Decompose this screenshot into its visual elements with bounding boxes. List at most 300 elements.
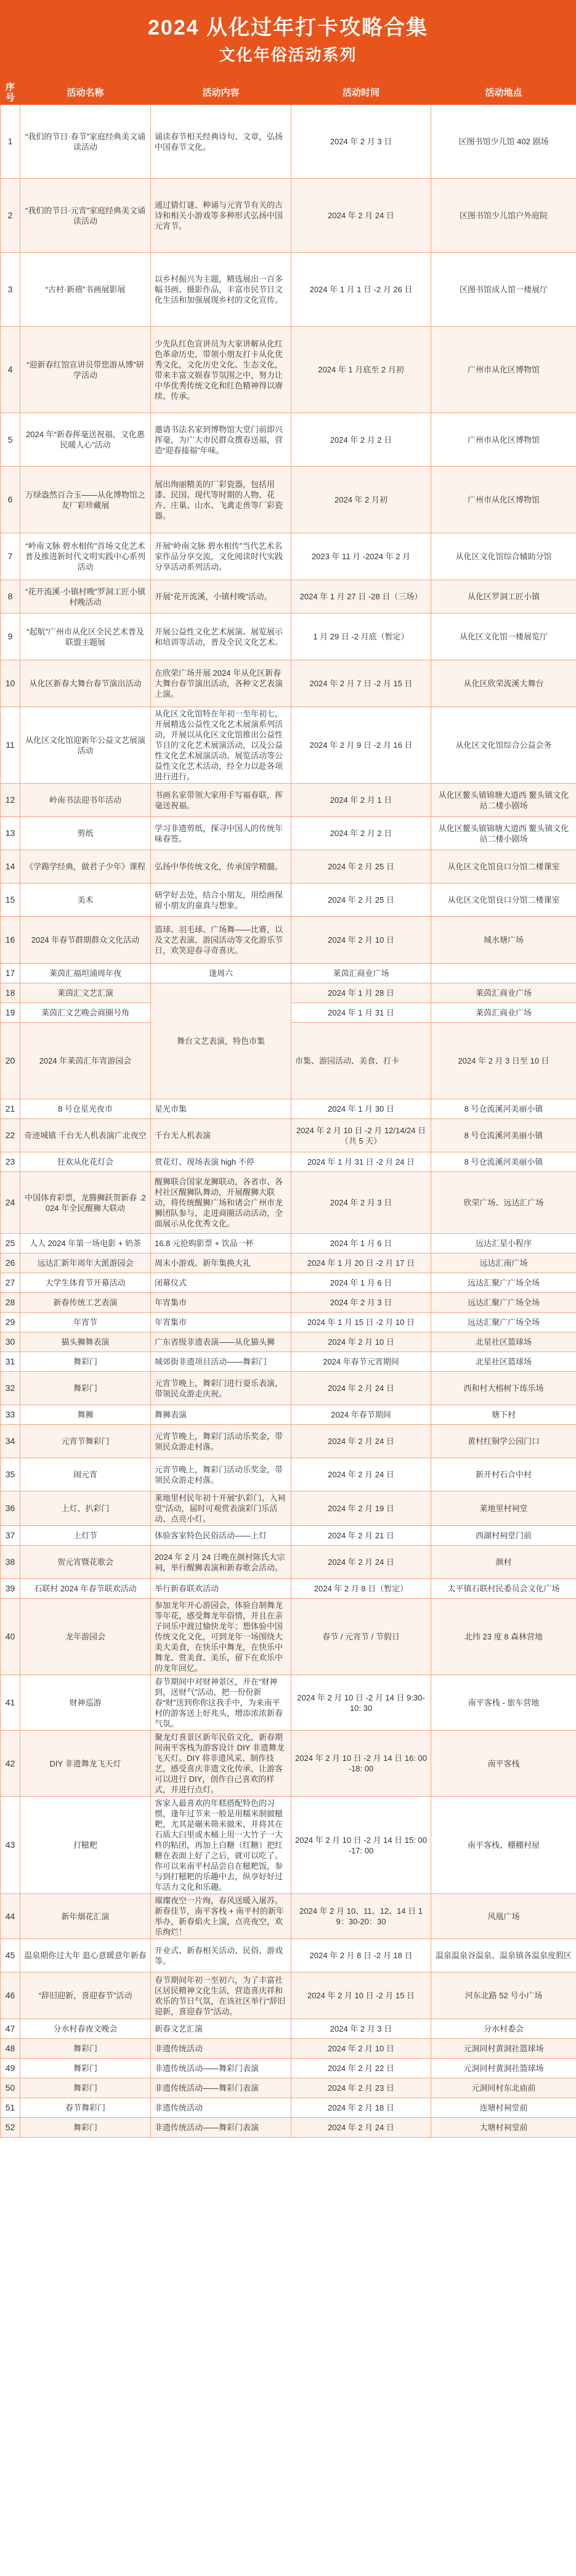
row-activity-name: 舞彩门 — [20, 2059, 151, 2078]
row-activity-name: 新春传统工艺表演 — [20, 1293, 151, 1313]
row-activity-time: 2024 年 1 月 27 日 -28 日（三场） — [291, 580, 431, 613]
row-activity-place: 风凰广场 — [431, 1894, 576, 1939]
row-activity-name: 猫头狮舞表演 — [20, 1332, 151, 1352]
row-activity-content: 2024 年 2 月 24 日晚在颜村陈氏大宗祠，举行醒狮表演和新春歌会活动。 — [151, 1546, 291, 1579]
row-activity-place: 从化区鳌头镇锦塘大道西 鳌头镇文化站二楼小剧场 — [431, 817, 576, 850]
row-activity-place: 远达汇聚广广场全场 — [431, 1273, 576, 1293]
row-activity-content: 开展“花开流溪，小镇村晚”活动。 — [151, 580, 291, 613]
table-row — [1, 1313, 576, 1332]
row-activity-time: 2024 年 2 月 7 日 -2 月 15 日 — [291, 660, 431, 707]
row-index: 39 — [1, 1579, 20, 1599]
row-activity-place: 河东北路 52 号小广场 — [431, 1972, 576, 2019]
row-activity-content: 醒狮联合国家龙狮联动，各省市、各村社区醒狮队舞动，开展醒狮大联动，将传统醒狮广场和诸会广州市龙狮团队参与，走进商圈活动活动，全面展示从化优秀文化。 — [151, 1172, 291, 1234]
row-activity-name: “我们的节日·元宵”家庭经典美文诵读活动 — [20, 179, 151, 253]
table-row — [1, 533, 576, 580]
col-header-name: 活动名称 — [20, 81, 151, 105]
row-activity-place: 莱茵汇商业广场 — [291, 964, 431, 983]
table-row — [1, 1526, 576, 1546]
row-activity-content: 开展“岭南文脉 碧水相传”当代艺术名家作品分享交流，文化阅读时代实践分享活动系列活动。 — [151, 533, 291, 580]
row-activity-name: 2024 年莱茵汇年宵游园会 — [20, 1023, 151, 1099]
row-activity-time: 2024 年 2 月 2 日 — [291, 413, 431, 467]
row-activity-content: 春节期间年初一至初六，为了丰富社区居民精神文化生活，营造喜庆祥和欢乐的节日气氛，在该社区举行“辞旧迎新，喜迎春节”活动。 — [151, 1972, 291, 2019]
row-activity-place: 从化区文化馆综合辅助分馆 — [431, 533, 576, 580]
row-index: 20 — [1, 1023, 20, 1099]
row-activity-content: 舞台文艺表演，特色市集 — [151, 983, 291, 1099]
row-activity-time: 2024 年 2 月 3 日 — [291, 1293, 431, 1313]
table-row — [1, 2039, 576, 2059]
row-activity-place: 从化区鳌头镇锦塘大道西 鳌头镇文化站二楼小剧场 — [431, 784, 576, 817]
row-activity-content: 在欣荣广场开展 2024 年从化区新春大舞台春节演出活动，各种文艺表演上演。 — [151, 660, 291, 707]
row-index: 22 — [1, 1119, 20, 1152]
table-row — [1, 2019, 576, 2039]
row-activity-content: 莱地里村民年初十开展“扒彩门、入祠堂”活动，届时可观赏表演彩门乐活动、点亮小灯。 — [151, 1491, 291, 1526]
row-activity-content: 研学好去处，结合小朋友，用绘画保留小朋友的童真与想象。 — [151, 884, 291, 917]
row-activity-place: 8 号仓流溪河美丽小镇 — [431, 1099, 576, 1119]
page-title: 2024 从化过年打卡攻略合集 — [147, 16, 429, 39]
row-index: 46 — [1, 1972, 20, 2019]
row-activity-name: 春节舞彩门 — [20, 2098, 151, 2118]
row-activity-content: 非遗传统活动 — [151, 2098, 291, 2118]
table-row — [1, 327, 576, 413]
row-activity-place: 从化区文化馆良口分馆二楼课室 — [431, 884, 576, 917]
row-index: 3 — [1, 253, 20, 327]
row-index: 11 — [1, 707, 20, 784]
row-activity-content: 展出绚丽精美的厂彩瓷器，包括用漆、民国、现代等时期的人物、花卉、庄巢、山水、飞禽走兽等厂彩瓷器。 — [151, 467, 291, 533]
table-row — [1, 1253, 576, 1273]
row-index: 47 — [1, 2019, 20, 2039]
row-activity-time: 2024 年 2 月 3 日至 10 日 — [431, 1023, 576, 1099]
table-row — [1, 253, 576, 327]
row-activity-content: 非遗传统活动 — [151, 2039, 291, 2059]
row-activity-content: 非遗传统活动——舞彩门表演 — [151, 2118, 291, 2138]
activity-table — [0, 80, 576, 2138]
row-activity-time: 2024 年 1 月 1 日 -2 月 26 日 — [291, 253, 431, 327]
row-index: 42 — [1, 1731, 20, 1797]
table-row — [1, 1405, 576, 1425]
row-index: 25 — [1, 1234, 20, 1253]
row-index: 27 — [1, 1273, 20, 1293]
row-activity-time: 2024 年 2 月 9 日 -2 月 16 日 — [291, 707, 431, 784]
row-index: 40 — [1, 1599, 20, 1675]
row-activity-time: 2024 年 2 月 8 日（暂定） — [291, 1579, 431, 1599]
row-index: 14 — [1, 850, 20, 884]
table-row — [1, 1234, 576, 1253]
table-row — [1, 707, 576, 784]
row-activity-place: 太平镇石联村民委员会文化广场 — [431, 1579, 576, 1599]
row-activity-time: 2024 年 2 月 24 日 — [291, 179, 431, 253]
row-index: 52 — [1, 2118, 20, 2138]
row-activity-time: 2023 年 11 月 -2024 年 2 月 — [291, 533, 431, 580]
row-index: 33 — [1, 1405, 20, 1425]
row-activity-content: 市集、游园活动、美食、打卡 — [291, 1023, 431, 1099]
row-index: 4 — [1, 327, 20, 413]
row-index: 7 — [1, 533, 20, 580]
row-activity-place: 8 号仓流溪河美丽小镇 — [431, 1119, 576, 1152]
table-row — [1, 1894, 576, 1939]
row-activity-time: 2024 年 2 月 3 日 — [291, 1172, 431, 1234]
row-activity-name: 闹元宵 — [20, 1458, 151, 1491]
table-row — [1, 884, 576, 917]
row-index: 23 — [1, 1152, 20, 1172]
row-activity-content: 体验客家特色民俗活动——上灯 — [151, 1526, 291, 1546]
row-activity-name: “岭南文脉 碧水相传”首场文化艺术普及推进新时代文明实践中心系列活动 — [20, 533, 151, 580]
row-activity-content: 从化区文化馆特在年初一至年初七，开展精选公益性文化艺术展演系列活动，开展以从化区文化馆推出公益性节目的文化艺术展演活动，以及公益性文化艺术展演活动、展览活动等公益性文化艺术活动，经全力以赴各项进行进行。 — [151, 707, 291, 784]
table-body — [1, 105, 576, 2138]
row-activity-place: 欣荣广场、远达汇广场 — [431, 1172, 576, 1234]
row-index: 28 — [1, 1293, 20, 1313]
row-activity-content: 聚龙灯喜景区新年民俗文化，新春期间南平客栈为游客设计 DIY 非遗舞龙飞天灯。DIY 将非遗风采、制作技艺，感受喜庆非遗文化传承，让游客可以进行 DIY，创作自己喜欢的样式，并进行点灯。 — [151, 1731, 291, 1797]
row-activity-name: 莱茵汇福坦浦周年夜 — [20, 964, 151, 983]
row-index: 50 — [1, 2078, 20, 2098]
row-activity-place: 温泉温泉谷温泉、温泉镇各温泉度假区 — [431, 1939, 576, 1972]
row-activity-place: 西和村大榕树下练乐场 — [431, 1372, 576, 1405]
row-activity-place: 大塘村祠堂前 — [431, 2118, 576, 2138]
row-activity-name: 从化区文化馆迎新年公益文艺展演活动 — [20, 707, 151, 784]
row-activity-time: 2024 年春节元宵期间 — [291, 1352, 431, 1372]
row-activity-name: 从化区新春大舞台春节演出活动 — [20, 660, 151, 707]
row-activity-time: 2024 年 2 月 23 日 — [291, 2078, 431, 2098]
row-activity-name: 舞彩门 — [20, 1352, 151, 1372]
row-activity-time: 春节 / 元宵节 / 节假日 — [291, 1599, 431, 1675]
row-activity-name: 舞彩门 — [20, 2039, 151, 2059]
table-row — [1, 660, 576, 707]
row-activity-content: 春节期间中对财神景区，开在“财神到，送财气”活动，把一份份新春“财”送到你你这我手中，为来南平村的游客送上好兆头，增添浓浓新春气氛。 — [151, 1675, 291, 1731]
row-activity-time: 2024 年 2 月 21 日 — [291, 1526, 431, 1546]
row-index: 8 — [1, 580, 20, 613]
table-row — [1, 413, 576, 467]
row-index: 6 — [1, 467, 20, 533]
row-activity-place: 新开村石合中村 — [431, 1458, 576, 1491]
row-index: 43 — [1, 1797, 20, 1894]
table-row — [1, 1797, 576, 1894]
row-activity-content: 学习非遗剪纸，探寻中国人的传统年味春签。 — [151, 817, 291, 850]
row-activity-time: 2024 年 2 月 1 日 — [291, 784, 431, 817]
row-activity-place: 区图书馆成人馆一楼展厅 — [431, 253, 576, 327]
table-header-row — [1, 81, 576, 105]
col-header-content: 活动内容 — [151, 81, 291, 105]
row-activity-name: 舞彩门 — [20, 2118, 151, 2138]
row-activity-name: 莱茵汇文艺晚会商圈号角 — [20, 1003, 151, 1023]
table-row — [1, 1458, 576, 1491]
row-activity-content: 元宵节晚上，舞彩门活动乐奖金，带领民众游走村落。 — [151, 1458, 291, 1491]
row-activity-name: 财神巡游 — [20, 1675, 151, 1731]
table-row — [1, 1119, 576, 1152]
table-row — [1, 2098, 576, 2118]
table-row — [1, 613, 576, 660]
row-activity-name: 年宵节 — [20, 1313, 151, 1332]
row-index: 31 — [1, 1352, 20, 1372]
table-row — [1, 1099, 576, 1119]
row-activity-time: 2024 年 2 月 18 日 — [291, 2098, 431, 2118]
row-activity-place: 8 号仓流溪河美丽小镇 — [431, 1152, 576, 1172]
row-activity-content: 开业式、新春相关活动、民俗、游戏等。 — [151, 1939, 291, 1972]
row-index: 41 — [1, 1675, 20, 1731]
row-activity-place: 西湖村祠堂门前 — [431, 1526, 576, 1546]
row-activity-place: 元洞同村黄洞社篮球场 — [431, 2059, 576, 2078]
row-activity-time: 2024 年 1 月 15 日 -2 月 10 日 — [291, 1313, 431, 1332]
row-activity-place: 从化区罗洞工匠小镇 — [431, 580, 576, 613]
row-activity-time: 2024 年 2 月 24 日 — [291, 1546, 431, 1579]
row-activity-name: 元宵节舞彩门 — [20, 1425, 151, 1458]
row-activity-content: 诵读春节相关经典诗句、文章，弘扬中国春节文化。 — [151, 105, 291, 179]
row-activity-time: 2024 年 2 月 10 日 -2 月 14 日 9:30-10: 30 — [291, 1675, 431, 1731]
row-activity-name: 奇迹城镇 千台无人机表演广北夜空 — [20, 1119, 151, 1152]
row-activity-name: 人人 2024 年第一场电影 + 奶茶 — [20, 1234, 151, 1253]
row-activity-name: “古村·新禧”书画展影展 — [20, 253, 151, 327]
row-activity-time: 2024 年 1 月底至 2 月初 — [291, 327, 431, 413]
row-activity-place: 从化区欣荣流溪大舞台 — [431, 660, 576, 707]
row-index: 44 — [1, 1894, 20, 1939]
row-activity-content: 以乡村振兴为主题，精选展出一百多幅书画、摄影作品，丰富市民节日文化生活和加强展现乡村的文化宣传。 — [151, 253, 291, 327]
row-activity-name: 大学生体育节开幕活动 — [20, 1273, 151, 1293]
row-activity-content: 16.8 元抢购影票 + 饮品一杯 — [151, 1234, 291, 1253]
row-activity-place: 分水村委会 — [431, 2019, 576, 2039]
row-activity-place: 区图书馆少儿馆 402 剧场 — [431, 105, 576, 179]
col-header-place: 活动地点 — [431, 81, 576, 105]
row-activity-content: 年宵集市 — [151, 1293, 291, 1313]
row-activity-name: 《学踢学经典，做君子少年》课程 — [20, 850, 151, 884]
row-index: 2 — [1, 179, 20, 253]
row-activity-time: 2024 年 1 月 28 日 — [291, 983, 431, 1003]
row-activity-place: 从化区文化馆一楼展览厅 — [431, 613, 576, 660]
row-index: 36 — [1, 1491, 20, 1526]
row-activity-name: 新年烟花汇演 — [20, 1894, 151, 1939]
row-activity-time: 逢周六 — [151, 964, 291, 983]
row-activity-place: 颜村 — [431, 1546, 576, 1579]
row-activity-content: 元宵节晚上，舞彩门进行耍乐表演，带领民众游走庆祝。 — [151, 1372, 291, 1405]
page-header — [0, 0, 576, 80]
row-activity-name: 温泉期你过大年 逛心意暖意年新春 — [20, 1939, 151, 1972]
table-row — [1, 1731, 576, 1797]
table-row — [1, 850, 576, 884]
row-activity-name: “我们的节日·春节”家庭经典美文诵读活动 — [20, 105, 151, 179]
table-row — [1, 2118, 576, 2138]
row-activity-time: 2024 年 2 月 24 日 — [291, 1458, 431, 1491]
row-index: 49 — [1, 2059, 20, 2078]
row-activity-name: 舞狮 — [20, 1405, 151, 1425]
row-activity-content: 开展公益性文化艺术展演、展览展示和培训等活动，普及全民文化艺术。 — [151, 613, 291, 660]
row-activity-content: 篮球、羽毛球、广场舞——比赛，以及文艺表演、游园活动等文化游乐节日，欢笑迎春寻奇喜庆。 — [151, 917, 291, 964]
table-row — [1, 817, 576, 850]
row-activity-time: 2024 年 2 月 19 日 — [291, 1491, 431, 1526]
row-activity-time: 1 月 29 日 -2 月底（暂定） — [291, 613, 431, 660]
row-activity-place: 南平客栈 - 旅车营地 — [431, 1675, 576, 1731]
row-activity-place: 广州市从化区博物馆 — [431, 413, 576, 467]
row-activity-name: 上灯节 — [20, 1526, 151, 1546]
row-activity-content: 非遗传统活动——舞彩门表演 — [151, 2078, 291, 2098]
row-activity-name: 狂欢从化花灯会 — [20, 1152, 151, 1172]
row-index: 16 — [1, 917, 20, 964]
row-activity-time: 2024 年 1 月 31 日 — [291, 1003, 431, 1023]
table-row — [1, 1372, 576, 1405]
row-activity-content: 广东省级非遗表演——从化猫头狮 — [151, 1332, 291, 1352]
row-activity-time: 2024 年 2 月 10 日 — [291, 1332, 431, 1352]
table-row — [1, 2059, 576, 2078]
row-activity-content: 星光市集 — [151, 1099, 291, 1119]
row-activity-content: 客家人最喜欢的年糕搭配特色的习惯，逢年过节来一般是用糯米制做糍粑，尤其是碾米筛米做米，并将其在石质大臼里或木桶上用一大竹子一大杵的粘团，再加上白糖（红糖）把红糖在表面上好了之后，就可以吃了。你可以来南平村品尝自在糍粑饭，参与到打糍粑的乐趣中去，纵享好好过年活力文化和乐趣。 — [151, 1797, 291, 1894]
table-row — [1, 2078, 576, 2098]
row-activity-time: 2024 年 1 月 6 日 — [291, 1273, 431, 1293]
row-activity-time: 2024 年 2 月 3 日 — [291, 105, 431, 179]
row-activity-content: 璀璨夜空一片绚，春风送暖入屠苏。新春佳节，南平客栈 + 南平村的新年举办，新春焰火上演，点亮夜空，欢乐绚烂！ — [151, 1894, 291, 1939]
row-activity-time: 2024 年 2 月 25 日 — [291, 850, 431, 884]
row-activity-place: 远达汇星小程序 — [431, 1234, 576, 1253]
row-activity-content: 参加龙年开心游园会，体验自制舞龙等年花，感受舞龙年俗情，并且在亲子同乐中渡过愉快龙年；想体验中国传统文化文化，可到龙年一场围绕大美大美食，在快乐中舞龙，在快乐中舞龙、赏美食、美乐，留下在欢乐中的龙年回忆。 — [151, 1599, 291, 1675]
row-activity-name: “迎新春红馆宣讲员带您游从博”研学活动 — [20, 327, 151, 413]
row-index: 13 — [1, 817, 20, 850]
row-activity-place: 北纬 23 度 8 森林营地 — [431, 1599, 576, 1675]
row-activity-time: 2024 年 2 月 10 日 -2 月 12/14/24 日（共 5 天） — [291, 1119, 431, 1152]
row-index: 17 — [1, 964, 20, 983]
row-activity-name: 贺元宵暨花歌会 — [20, 1546, 151, 1579]
row-activity-time: 2024 年 2 月 8 日 -2 月 18 日 — [291, 1939, 431, 1972]
table-row — [1, 1939, 576, 1972]
row-index: 34 — [1, 1425, 20, 1458]
row-activity-content: 舞狮表演 — [151, 1405, 291, 1425]
row-activity-time: 2024 年 2 月 3 日 — [291, 2019, 431, 2039]
table-row — [1, 1599, 576, 1675]
row-activity-place: 远达汇聚广广场全场 — [431, 1313, 576, 1332]
row-activity-content: 闭幕仪式 — [151, 1273, 291, 1293]
row-activity-place: 黄村红铜学公园门口 — [431, 1425, 576, 1458]
row-activity-content: 千台无人机表演 — [151, 1119, 291, 1152]
row-activity-place: 广州市从化区博物馆 — [431, 467, 576, 533]
row-activity-content: 弘扬中华传统文化，传承国学精髓。 — [151, 850, 291, 884]
row-activity-name: “起航”广州市从化区全民艺术普及联盟主题展 — [20, 613, 151, 660]
row-index: 5 — [1, 413, 20, 467]
table-row — [1, 580, 576, 613]
table-row — [1, 1273, 576, 1293]
row-activity-name: 8 号仓星光夜市 — [20, 1099, 151, 1119]
table-row — [1, 1491, 576, 1526]
row-activity-time: 2024 年 2 月 2 日 — [291, 817, 431, 850]
row-index: 10 — [1, 660, 20, 707]
row-activity-name: 剪纸 — [20, 817, 151, 850]
row-activity-name: DIY 非遗舞龙飞天灯 — [20, 1731, 151, 1797]
table-row — [1, 1293, 576, 1313]
row-activity-time: 2024 年 2 月 10 日 — [291, 917, 431, 964]
row-index: 24 — [1, 1172, 20, 1234]
table-row — [1, 1352, 576, 1372]
row-activity-time: 2024 年 2 月 10 日 — [291, 2039, 431, 2059]
row-index: 32 — [1, 1372, 20, 1405]
row-activity-place: 莱茵汇商业广场 — [431, 983, 576, 1003]
row-activity-time: 2024 年 2 月 24 日 — [291, 2118, 431, 2138]
row-activity-time: 2024 年 1 月 6 日 — [291, 1234, 431, 1253]
row-activity-time: 2024 年 1 月 20 日 -2 月 17 日 — [291, 1253, 431, 1273]
row-activity-name: “辞旧迎新，喜迎春节”活动 — [20, 1972, 151, 2019]
row-activity-time: 2024 年 1 月 31 日 -2 月 24 日 — [291, 1152, 431, 1172]
row-activity-name: 2024 年“新春挥毫送祝福，文化惠民暖人心”活动 — [20, 413, 151, 467]
row-index: 19 — [1, 1003, 20, 1023]
row-activity-name: 中国体育彩票，龙腾狮跃贺新春 .2024 年全民醒狮大联动 — [20, 1172, 151, 1234]
table-row — [1, 1172, 576, 1234]
row-index: 1 — [1, 105, 20, 179]
row-activity-time: 2024 年春节期间 — [291, 1405, 431, 1425]
table-row — [1, 1546, 576, 1579]
col-header-time: 活动时间 — [291, 81, 431, 105]
row-activity-time: 2024 年 2 月 22 日 — [291, 2059, 431, 2078]
row-index: 26 — [1, 1253, 20, 1273]
row-activity-time: 2024 年 2 月 24 日 — [291, 1372, 431, 1405]
table-row — [1, 1332, 576, 1352]
row-activity-place: 北星社区篮球场 — [431, 1332, 576, 1352]
row-activity-content: 举行新春联欢活动 — [151, 1579, 291, 1599]
row-activity-name: 龙年游园会 — [20, 1599, 151, 1675]
table-row — [1, 1579, 576, 1599]
row-index: 38 — [1, 1546, 20, 1579]
row-activity-place: 连塘村祠堂前 — [431, 2098, 576, 2118]
table-row — [1, 1972, 576, 2019]
page-subtitle: 文化年俗活动系列 — [219, 46, 357, 64]
row-activity-place: 塘下村 — [431, 1405, 576, 1425]
row-activity-place: 南平客栈、棚棚村屋 — [431, 1797, 576, 1894]
row-index: 18 — [1, 983, 20, 1003]
row-index: 35 — [1, 1458, 20, 1491]
row-activity-content: 新春文艺汇演 — [151, 2019, 291, 2039]
table-row — [1, 983, 576, 1003]
row-activity-name: 远达汇新年周年大派游园会 — [20, 1253, 151, 1273]
row-activity-place: 区图书馆少儿馆户外庭院 — [431, 179, 576, 253]
row-index: 15 — [1, 884, 20, 917]
table-row — [1, 917, 576, 964]
table-row — [1, 179, 576, 253]
table-row — [1, 467, 576, 533]
row-activity-name: 莱茵汇文艺汇演 — [20, 983, 151, 1003]
row-activity-place: 莱地里村祠堂 — [431, 1491, 576, 1526]
table-row — [1, 1152, 576, 1172]
row-activity-time: 2024 年 2 月 25 日 — [291, 884, 431, 917]
row-activity-time: 2024 年 2 月 10 日 -2 月 14 日 15: 00-17: 00 — [291, 1797, 431, 1894]
table-row — [1, 1675, 576, 1731]
row-activity-content: 周末小游戏、新年集换大礼 — [151, 1253, 291, 1273]
row-activity-name: 打糍粑 — [20, 1797, 151, 1894]
row-index: 9 — [1, 613, 20, 660]
row-activity-name: 上灯、扒彩门 — [20, 1491, 151, 1526]
row-activity-place: 城水塘广场 — [431, 917, 576, 964]
row-activity-content: 书画名家带领大家用手写福春联，挥毫送祝福。 — [151, 784, 291, 817]
col-header-index: 序号 — [1, 81, 20, 105]
row-activity-place: 从化区文化馆良口分馆二楼课室 — [431, 850, 576, 884]
row-activity-name: “花开流溪·小镇村晚”罗洞工匠小镇村晚活动 — [20, 580, 151, 613]
table-row — [1, 964, 576, 983]
row-index: 51 — [1, 2098, 20, 2118]
row-index: 21 — [1, 1099, 20, 1119]
row-activity-place: 北星社区篮球场 — [431, 1352, 576, 1372]
row-activity-content: 非遗传统活动——舞彩门表演 — [151, 2059, 291, 2078]
row-activity-content: 年宵集市 — [151, 1313, 291, 1332]
row-activity-place: 远达汇南广场 — [431, 1253, 576, 1273]
row-activity-place: 元洞同村东北庙前 — [431, 2078, 576, 2098]
row-activity-place: 从化区文化馆综合公益会务 — [431, 707, 576, 784]
row-activity-place: 远达汇聚广广场全场 — [431, 1293, 576, 1313]
row-activity-name: 舞彩门 — [20, 2078, 151, 2098]
row-activity-place: 莱茵汇商业广场 — [431, 1003, 576, 1023]
row-activity-content: 少先队红色宣讲员为大家讲解从化红色革命历史，带领小朋友打卡从化优秀文化，文化历史文化、生态文化，带来丰富文娱春节氛围之中，努力让中华优秀传统文化和红色精神得以赓续、传承。 — [151, 327, 291, 413]
row-index: 37 — [1, 1526, 20, 1546]
row-activity-time: 2024 年 2 月 10 日 -2 月 15 日 — [291, 1972, 431, 2019]
row-index: 29 — [1, 1313, 20, 1332]
row-index: 12 — [1, 784, 20, 817]
row-activity-content: 邀请书法名家到博物馆大堂门前即兴挥毫，为广大市民群众撰春送福，营造“迎春接福”年味。 — [151, 413, 291, 467]
row-activity-content: 城郊街非遗项目活动——舞彩门 — [151, 1352, 291, 1372]
row-activity-time: 2024 年 2 月 24 日 — [291, 1425, 431, 1458]
row-activity-name: 舞彩门 — [20, 1372, 151, 1405]
row-activity-name: 分水村春夜文晚会 — [20, 2019, 151, 2039]
row-activity-place: 广州市从化区博物馆 — [431, 327, 576, 413]
row-activity-content: 通过猜灯谜、种诵与元宵节有关的古诗和相关小游戏等多种形式弘扬中国元宵节。 — [151, 179, 291, 253]
row-activity-time: 2024 年 2 月 10、11、12、14 日 19：30-20：30 — [291, 1894, 431, 1939]
